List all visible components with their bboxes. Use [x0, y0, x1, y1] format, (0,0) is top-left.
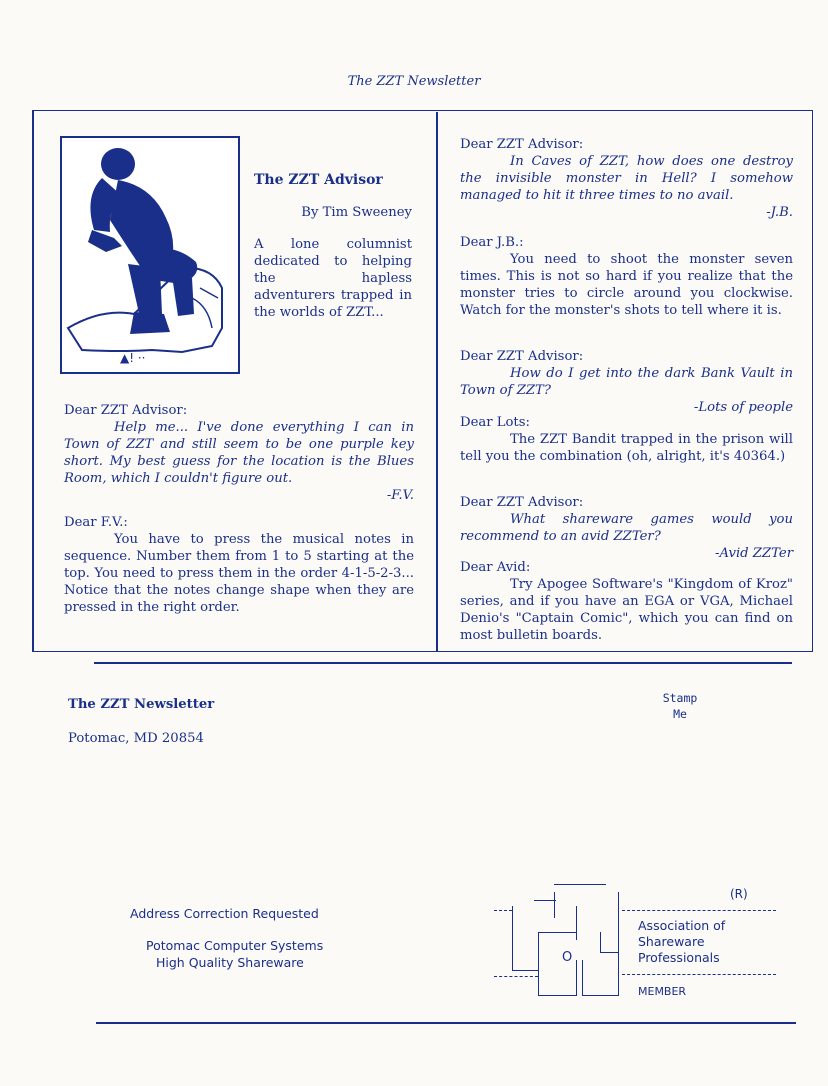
- advisor-title: The ZZT Advisor: [254, 172, 383, 188]
- letter-body: You have to press the musical notes in sequence. Number them from 1 to 5 starting at the top. You need to press them in the order 4-1-5-2-3... Notice that the notes change shape when they are pressed in the right order.: [64, 532, 414, 615]
- letter-lots: [460, 348, 793, 416]
- letter-salutation: Dear J.B.:: [460, 235, 524, 250]
- stamp-box: [652, 690, 708, 722]
- letter-salutation: Dear ZZT Advisor:: [460, 349, 584, 364]
- letter-signature: -Avid ZZTer: [715, 546, 793, 561]
- asp-org-line-1: Association of: [638, 918, 726, 933]
- thinker-statue-icon: [60, 136, 240, 374]
- letter-signature: -F.V.: [386, 488, 414, 503]
- asp-member-label: MEMBER: [638, 985, 687, 998]
- letter-signature: -Lots of people: [693, 400, 793, 415]
- reply-jb: [460, 234, 793, 319]
- column-divider: [436, 112, 438, 652]
- reply-lots: [460, 414, 793, 465]
- reply-avid: [460, 559, 793, 644]
- company-tagline: High Quality Shareware: [156, 955, 304, 970]
- letter-avid: [460, 494, 793, 562]
- letter-jb: [460, 136, 793, 221]
- letter-body: The ZZT Bandit trapped in the prison will tell you the combination (oh, alright, it's 40364.): [460, 432, 793, 464]
- letter-body: How do I get into the dark Bank Vault in Town of ZZT?: [460, 366, 793, 398]
- reply-fv: [64, 514, 414, 616]
- letter-body: In Caves of ZZT, how does one destroy the invisible monster in Hell? I somehow managed to hit it three times to no avail.: [460, 154, 793, 203]
- letter-salutation: Dear Avid:: [460, 560, 531, 575]
- letter-fv: [64, 402, 414, 504]
- letter-salutation: Dear F.V.:: [64, 515, 128, 530]
- asp-member-logo: [490, 880, 780, 1000]
- letter-signature: -J.B.: [766, 205, 793, 220]
- letter-salutation: Dear Lots:: [460, 415, 530, 430]
- advisor-blurb: A lone columnist dedicated to helping the hapless adventurers trapped in the worlds of ZZT...: [254, 237, 412, 320]
- letter-salutation: Dear ZZT Advisor:: [460, 495, 584, 510]
- advisor-byline: By Tim Sweeney: [301, 205, 412, 220]
- letter-salutation: Dear ZZT Advisor:: [460, 137, 584, 152]
- letter-body: Try Apogee Software's "Kingdom of Kroz" series, and if you have an EGA or VGA, Michael Denio's "Captain Comic", which you can find on most bulletin boards.: [460, 577, 793, 643]
- letter-salutation: Dear ZZT Advisor:: [64, 403, 188, 418]
- return-name: The ZZT Newsletter: [68, 697, 215, 712]
- mailer-bottom-rule: [96, 1022, 796, 1024]
- asp-registered-mark: (R): [730, 887, 748, 901]
- asp-org-line-3: Professionals: [638, 950, 720, 965]
- address-correction: Address Correction Requested: [130, 906, 319, 921]
- running-title: The ZZT Newsletter: [347, 74, 481, 89]
- company-name: Potomac Computer Systems: [146, 938, 324, 953]
- mailer-top-rule: [94, 662, 792, 664]
- letter-body: Help me... I've done everything I can in Town of ZZT and still seem to be one purple key short. My best guess for the location is the Blues Room, which I couldn't figure out.: [64, 420, 414, 486]
- svg-text:▲! ··: ▲! ··: [120, 351, 146, 365]
- asp-org-line-2: Shareware: [638, 934, 705, 949]
- letter-body: You need to shoot the monster seven times. This is not so hard if you realize that the monster tries to circle around you clockwise. Watch for the monster's shots to tell where it is.: [460, 252, 793, 318]
- asp-center-glyph: O: [562, 950, 573, 965]
- return-city: Potomac, MD 20854: [68, 731, 204, 746]
- stamp-line-2: Me: [673, 707, 687, 721]
- letter-body: What shareware games would you recommend to an avid ZZTer?: [460, 512, 793, 544]
- stamp-line-1: Stamp: [662, 691, 698, 705]
